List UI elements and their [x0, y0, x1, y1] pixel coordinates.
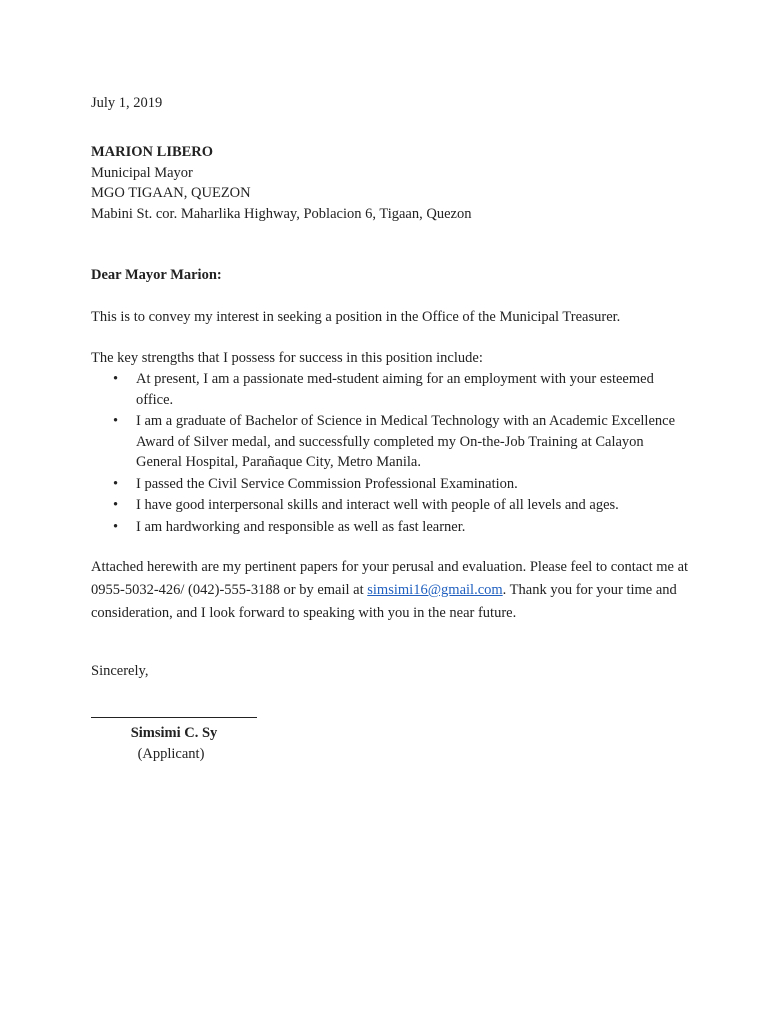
intro-paragraph: This is to convey my interest in seeking a position in the Office of the Municipal Treasurer. — [91, 309, 621, 325]
list-item — [91, 369, 691, 410]
bullet-icon: • — [113, 371, 119, 387]
signature-line — [91, 717, 257, 718]
strength-text: I am a graduate of Bachelor of Science in Medical Technology with an Academic Excellence Award of Silver medal, and successfully completed my On-the-Job Training at Calayon General Hospital, Parañaque City, Metro Manila. — [136, 413, 676, 470]
strengths-list — [91, 369, 691, 538]
bullet-icon: • — [113, 518, 119, 535]
list-item — [91, 411, 691, 473]
recipient-title: Municipal Mayor — [91, 165, 193, 181]
closing-text-after-email: . Thank you for your time and consideration, and I look forward to speaking with you in the near future. — [91, 582, 677, 621]
closing-paragraph — [91, 556, 691, 625]
email-link[interactable]: simsimi16@gmail.com — [367, 582, 503, 598]
bullet-icon: • — [113, 475, 119, 492]
closing-text-before-email: Attached herewith are my pertinent papers for your perusal and evaluation. Please feel to contact me at 0955-5032-426/ (042)-555-3188 or by email at — [91, 559, 689, 598]
signatory-name: Simsimi C. Sy — [130, 725, 218, 741]
strength-text: I have good interpersonal skills and interact well with people of all levels and ages. — [136, 497, 619, 513]
list-item — [91, 474, 691, 495]
sign-off: Sincerely, — [91, 663, 149, 679]
bullet-icon: • — [113, 413, 119, 429]
strengths-intro: The key strengths that I possess for success in this position include: — [91, 350, 483, 366]
strength-text: At present, I am a passionate med-student aiming for an employment with your esteemed office. — [136, 371, 654, 408]
recipient-office: MGO TIGAAN, QUEZON — [91, 185, 251, 201]
list-item — [91, 517, 691, 538]
salutation: Dear Mayor Marion: — [91, 267, 222, 283]
strength-text: I am hardworking and responsible as well as fast learner. — [136, 518, 466, 535]
strength-text: I passed the Civil Service Commission Professional Examination. — [136, 475, 518, 492]
list-item — [91, 495, 691, 516]
recipient-name: MARION LIBERO — [91, 144, 214, 160]
recipient-address: Mabini St. cor. Maharlika Highway, Poblacion 6, Tigaan, Quezon — [91, 206, 472, 222]
letter-date: July 1, 2019 — [91, 95, 163, 111]
signatory-role: (Applicant) — [137, 746, 205, 762]
bullet-icon: • — [113, 497, 119, 513]
